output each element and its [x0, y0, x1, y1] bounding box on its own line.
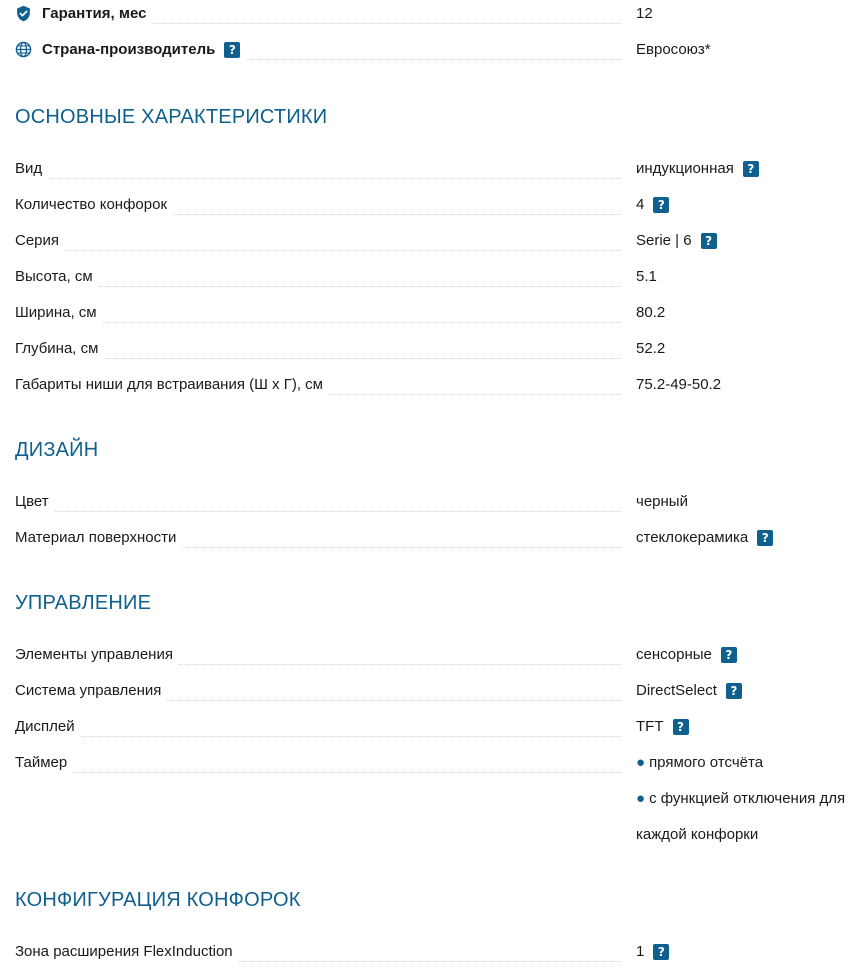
spec-label: Серия [15, 231, 65, 251]
bullet-icon: ● [636, 754, 646, 771]
help-icon[interactable]: ? [701, 233, 717, 249]
spec-value [636, 825, 758, 845]
spec-row [15, 191, 864, 217]
spec-row [15, 938, 864, 964]
spec-value: 75.2-49-50.2 [636, 376, 722, 393]
help-icon[interactable]: ? [743, 161, 759, 177]
spec-value: DirectSelect [636, 682, 717, 699]
spec-value: 5.1 [636, 268, 657, 285]
spec-value [636, 789, 845, 809]
spec-value: Serie | 6 [636, 232, 692, 249]
help-icon[interactable]: ? [653, 197, 669, 213]
spec-value: 80.2 [636, 304, 666, 321]
spec-label: Вид [15, 159, 48, 179]
spec-label: Высота, см [15, 267, 99, 287]
spec-value: 52.2 [636, 340, 666, 357]
bullet-icon: ● [636, 790, 646, 807]
spec-row [15, 677, 864, 703]
spec-row [15, 299, 864, 325]
list-item: ● прямого отсчёта [636, 754, 764, 771]
spec-row [15, 227, 864, 253]
spec-value: 1 [636, 943, 645, 960]
spec-value: индукционная [636, 160, 734, 177]
spec-row-warranty [15, 0, 864, 26]
spec-value: стеклокерамика [636, 529, 749, 546]
spec-row [15, 641, 864, 667]
spec-row-country [15, 36, 864, 62]
spec-label: Система управления [15, 681, 167, 701]
spec-value [636, 753, 763, 773]
help-icon[interactable]: ? [757, 530, 773, 546]
help-icon[interactable]: ? [726, 683, 742, 699]
spec-value: черный [636, 493, 688, 510]
spec-value: 12 [636, 5, 653, 22]
help-icon[interactable]: ? [224, 42, 240, 58]
spec-row [15, 524, 864, 550]
spec-row [15, 155, 864, 181]
spec-value: Евросоюз* [636, 41, 711, 58]
spec-value: сенсорные [636, 646, 712, 663]
spec-label: Количество конфорок [15, 195, 173, 215]
spec-label: Страна-производитель ? [42, 40, 246, 60]
spec-label: Цвет [15, 492, 55, 512]
spec-label: Дисплей [15, 717, 81, 737]
spec-label: Таймер [15, 753, 73, 773]
spec-row [15, 263, 864, 289]
section-title-control: УПРАВЛЕНИЕ [15, 592, 152, 614]
spec-row [15, 713, 864, 739]
help-icon[interactable]: ? [653, 944, 669, 960]
spec-label: Гарантия, мес [42, 4, 152, 24]
spec-value: TFT [636, 718, 664, 735]
spec-label: Зона расширения FlexInduction [15, 942, 239, 962]
spec-label: Ширина, см [15, 303, 103, 323]
spec-value: 4 [636, 196, 645, 213]
spec-row [15, 488, 864, 514]
help-icon[interactable]: ? [721, 647, 737, 663]
help-icon[interactable]: ? [673, 719, 689, 735]
spec-row [15, 335, 864, 361]
list-item-continuation: каждой конфорки [636, 826, 759, 843]
spec-label: Габариты ниши для встраивания (Ш х Г), см [15, 375, 329, 395]
section-title-config: КОНФИГУРАЦИЯ КОНФОРОК [15, 889, 301, 911]
globe-icon [15, 41, 32, 58]
spec-label: Материал поверхности [15, 528, 182, 548]
spec-label: Элементы управления [15, 645, 179, 665]
spec-row [15, 371, 864, 397]
list-item: ● с функцией отключения для [636, 790, 846, 807]
section-title-design: ДИЗАЙН [15, 439, 99, 461]
spec-label: Глубина, см [15, 339, 104, 359]
shield-check-icon [15, 5, 32, 22]
section-title-main: ОСНОВНЫЕ ХАРАКТЕРИСТИКИ [15, 106, 328, 128]
